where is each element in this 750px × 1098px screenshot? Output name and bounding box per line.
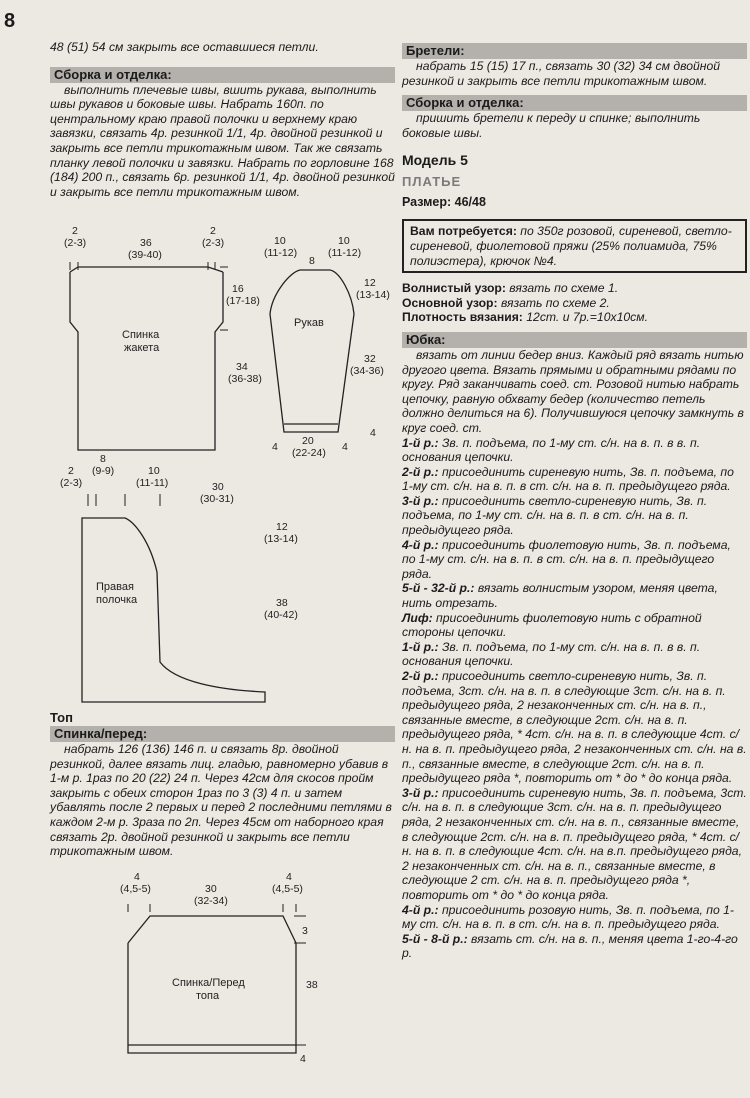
back-label-2: жакета [124, 342, 160, 354]
main-text: вязать по схеме 2. [497, 295, 610, 310]
sleeve-dim-cap-a: 12 [364, 277, 376, 289]
top-dim-l2: (4,5-5) [120, 883, 151, 895]
right-front-diagram [60, 453, 298, 702]
back-dim-side-a: 16 [232, 283, 244, 295]
wavy-pattern-line [402, 281, 747, 296]
front-dim-a1: 2 [68, 465, 74, 477]
assembly2-header: Сборка и отделка: [402, 95, 747, 111]
top-diagram [0, 868, 400, 1098]
sleeve-dim-len-b: (34-36) [350, 365, 384, 377]
sleeve-dim-r-a: 10 [338, 235, 350, 247]
back-dim-left-a: 2 [72, 225, 78, 237]
sleeve-dim-l-b: (11-12) [264, 247, 298, 259]
top-dim-3: 3 [302, 925, 308, 937]
top-dim-r2: (4,5-5) [272, 883, 303, 895]
sleeve-dim-w-a: 20 [302, 435, 314, 447]
front-label-2: полочка [96, 594, 138, 606]
skirt-row-2: 2-й р.: присоединить сиреневую нить, Зв. п. подъема, по 1-му ст. с/н. на в. п. в ст. с/н. на в. п. предыдущего ряда. [402, 464, 734, 494]
bodice-row-2: 2-й р.: присоединить светло-сиреневую нить, Зв. п. подъема, 3ст. с/н. на в. п. в следующие 3ст. с/н. на в. п. предыдущего ряда, 2 незаконченных ст. с/н. на в. п., связанные вместе, в следующие 2ст. с/н. на в. п. предыдущего ряда, * 4ст. с/н. на в. п. в следующие 4ст. с/н. на в. п. предыдущего ряда, 2 незаконченных ст. с/н. на в. п., связанные вместе, в следующие 2ст. с/н. на в. п. предыдущего ряда *, повторить от * до * до конца ряда. [402, 669, 747, 786]
sleeve-dim-4b: 4 [342, 441, 348, 453]
straps-header: Бретели: [402, 43, 747, 59]
main-pattern-line [402, 296, 747, 311]
main-label: Основной узор: [402, 295, 498, 310]
front-dim-c2: (11-11) [136, 477, 169, 489]
sleeve-dim-w-b: (22-24) [292, 447, 326, 459]
need-label: Вам потребуется: [410, 224, 517, 239]
front-dim-e1: 12 [276, 521, 288, 533]
back-dim-side-b: (17-18) [226, 295, 260, 307]
sleeve-dim-4c: 4 [370, 427, 376, 439]
front-dim-f1: 38 [276, 597, 288, 609]
back-front-header: Спинка/перед: [50, 726, 395, 742]
page-number: 8 [4, 10, 16, 32]
back-dim-top-a: 36 [140, 237, 152, 249]
top-dim-c2: (32-34) [194, 895, 228, 907]
back-dim-h-b: (36-38) [228, 373, 262, 385]
sleeve-dim-c: 8 [309, 255, 315, 267]
skirt-header: Юбка: [402, 332, 747, 348]
skirt-row-1: 1-й р.: Зв. п. подъема, по 1-му ст. с/н. на в. п. в в. п. основания цепочки. [402, 435, 701, 465]
sleeve-dim-cap-b: (13-14) [356, 289, 390, 301]
bodice-row-3: 3-й р.: присоединить сиреневую нить, Зв. п. подъема, 3ст. с/н. на в. п. в следующие 3ст. с/н. на в. п. предыдущего ряда, 2 незаконченных ст. с/н. на в. п., связанные вместе, в следующие 2ст. с/н. на в. п. предыдущего ряда, * 4ст. с/н. на в. п. в следующие 4ст. с/н. на в.п. предыдущего ряда, 2 незаконченных ст. с/н. на в. п., связанные вместе, в следующие 2 ст. с/н. на в. п. предыдущего ряда *, повторить от * до * до конца ряда. [402, 785, 747, 902]
front-dim-d2: (30-31) [200, 493, 234, 505]
wavy-label: Волнистый узор: [402, 281, 506, 296]
top-section [50, 710, 395, 859]
front-dim-e2: (13-14) [264, 533, 298, 545]
assembly-header: Сборка и отделка: [50, 67, 395, 83]
front-dim-f2: (40-42) [264, 609, 298, 621]
top-label-1: Спинка/Перед [172, 977, 245, 989]
right-front-outline [82, 518, 265, 702]
right-column [402, 43, 747, 961]
materials-box [402, 219, 747, 273]
bodice-row-1: 1-й р.: Зв. п. подъема, по 1-му ст. с/н. на в. п. в в. п. основания цепочки. [402, 639, 701, 669]
back-dim-h-a: 34 [236, 361, 248, 373]
density-line [402, 310, 747, 325]
density-label: Плотность вязания: [402, 310, 523, 325]
skirt-row-3: 3-й р.: присоединить светло-сиреневую нить, Зв. п. подъема, по 1-му ст. с/н. на в. п. в ст. с/н. на в. п. предыдущего ряда. [402, 493, 708, 538]
sleeve-diagram [264, 235, 390, 459]
size-line: Размер: 46/48 [402, 195, 486, 210]
back-dim-top-b: (39-40) [128, 249, 162, 261]
assembly2-text: пришить бретели к переду и спинке; выполнить боковые швы. [402, 111, 701, 140]
front-dim-a2: (2-3) [60, 477, 83, 489]
back-dim-right-b: (2-3) [202, 237, 225, 249]
bodice-row-5-8: 5-й - 8-й р.: вязать ст. с/н. на в. п., меняя цвета 1-го-4-го р. [402, 931, 738, 961]
back-jacket-outline [70, 272, 223, 450]
back-jacket-diagram [64, 225, 262, 450]
sleeve-dim-len-a: 32 [364, 353, 376, 365]
front-dim-d1: 30 [212, 481, 224, 493]
pattern-diagrams [0, 222, 400, 712]
top-title: Топ [50, 710, 73, 725]
top-dim-r1: 4 [286, 871, 292, 883]
sleeve-outline [270, 270, 354, 432]
top-dim-4: 4 [300, 1053, 306, 1065]
back-dim-right-a: 2 [210, 225, 216, 237]
front-dim-b2: (9-9) [92, 465, 115, 477]
wavy-text: вязать по схеме 1. [505, 281, 619, 296]
density-text: 12ст. и 7р.=10x10см. [522, 310, 648, 325]
sleeve-dim-4a: 4 [272, 441, 278, 453]
left-column-top [50, 40, 395, 199]
bodice-intro: Лиф: присоединить фиолетовую нить с обратной стороны цепочки. [402, 610, 702, 640]
sleeve-dim-l-a: 10 [274, 235, 286, 247]
top-label-2: топа [196, 990, 220, 1002]
sleeve-label: Рукав [294, 317, 324, 329]
skirt-intro: вязать от линии бедер вниз. Каждый ряд вязать нитью другого цвета. Вязать прямыми и обратными рядами по кругу. Ряд заканчивать соед. ст. Розовой нитью набрать цепочку, равную обхвату бедер (количество петель должно делиться на 6). Получившуюся цепочку замкнуть в круг соед. ст. [402, 347, 744, 435]
front-dim-b1: 8 [100, 453, 106, 465]
model-title: Модель 5 [402, 152, 468, 169]
skirt-row-5-32: 5-й - 32-й р.: вязать волнистым узором, меняя цвета, нить отрезать. [402, 581, 718, 611]
skirt-row-4: 4-й р.: присоединить фиолетовую нить, Зв. п. подъема, по 1-му ст. с/н. на в. п. в ст. с/н. на в. п. предыдущего ряда. [402, 537, 731, 581]
top-dim-l1: 4 [134, 871, 140, 883]
top-dim-38: 38 [306, 979, 318, 991]
back-dim-left-b: (2-3) [64, 237, 87, 249]
front-label-1: Правая [96, 581, 134, 593]
garment-title: ПЛАТЬЕ [402, 174, 462, 190]
straps-text: набрать 15 (15) 17 п., связать 30 (32) 34 см двойной резинкой и закрыть все петли трикотажным швом. [402, 59, 721, 88]
back-front-text: набрать 126 (136) 146 п. и связать 8р. двойной резинкой, далее вязать лиц. гладью, равномерно убавив в 1-м р. 1раз по 20 (22) 24 п. Через 42см для скосов пройм закрыть с обеих сторон 1раз по 3 (3) 4 п. и затем убавлять после 2 первых и перед 2 последними петлями в каждом 2-м р. 3раза по 2п. Через 45см от наборного края связать 2р. двойной резинкой и закрыть все петли трикотажным швом. [50, 742, 392, 859]
top-dim-c1: 30 [205, 883, 217, 895]
sleeve-dim-r-b: (11-12) [328, 247, 362, 259]
back-label-1: Спинка [122, 329, 160, 341]
intro-line: 48 (51) 54 см закрыть все оставшиеся петли. [50, 40, 319, 54]
front-dim-c1: 10 [148, 465, 160, 477]
bodice-row-4: 4-й р.: присоединить розовую нить, Зв. п. подъема, по 1-му ст. с/н. на в. п. в ст. с/н. на в. п. предыдущего ряда. [402, 902, 734, 932]
need-text: по 350г розовой, сиреневой, светло-сиреневой, фиолетовой пряжи (25% полиамида, 75% полиэстера), крючок №4. [410, 224, 732, 268]
assembly-text: выполнить плечевые швы, вшить рукава, выполнить швы рукавов и боковые швы. Набрать 160п. по центральному краю правой полочки и верхнему краю завязки, связать 4р. резинкой 1/1, 4р. двойной резинкой и закрыть все петли трикотажным швом. Так же связать планку левой полочки и завязки. Набрать по горловине 168 (184) 200 п., связать 6р. резинкой 1/1, 4р. двойной резинкой и закрыть все петли трикотажным швом. [50, 82, 395, 199]
